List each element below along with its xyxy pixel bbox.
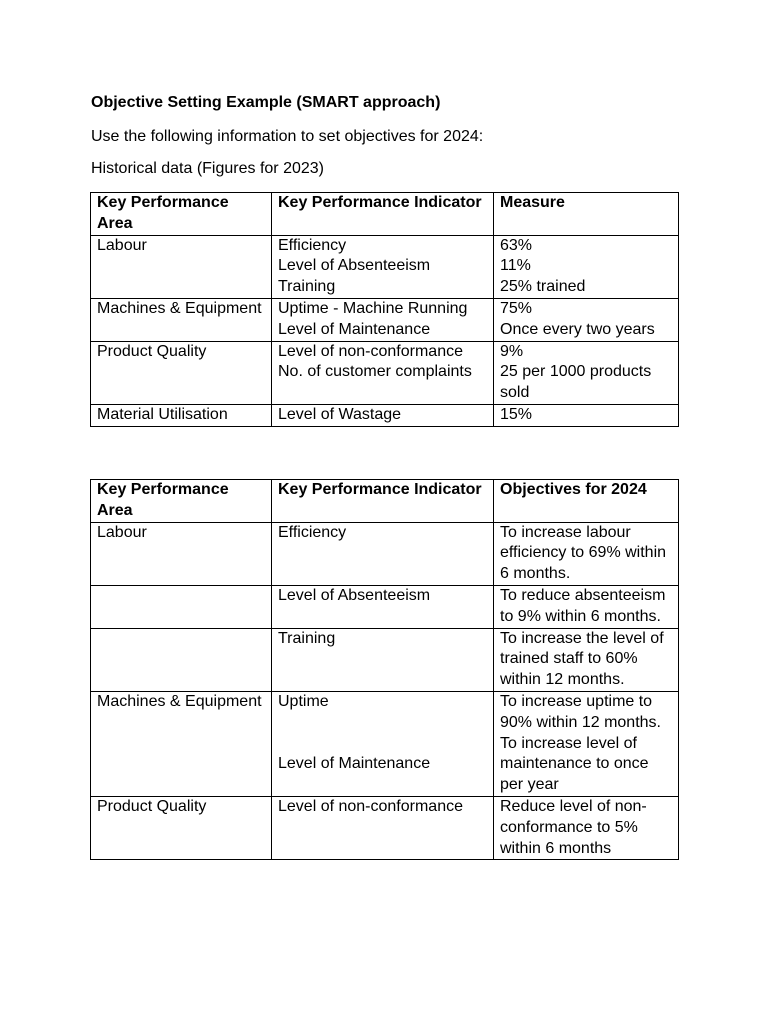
indicator-line: Level of Absenteeism	[278, 257, 431, 275]
table-row	[91, 796, 679, 859]
table-row	[91, 522, 679, 585]
area-cell: Product Quality	[91, 796, 272, 859]
indicator-cell: Training	[272, 628, 494, 691]
area-cell	[91, 585, 272, 628]
spacer-line	[278, 734, 487, 755]
measure-line: 63%	[500, 236, 533, 254]
table-row	[91, 404, 679, 426]
indicator-line: No. of customer complaints	[278, 363, 472, 381]
indicator-cell	[272, 691, 494, 796]
historical-data-table	[90, 192, 679, 427]
table-row	[91, 235, 679, 298]
column-header-indicator: Key Performance Indicator	[272, 480, 494, 523]
column-header-area: Key Performance Area	[91, 193, 272, 236]
area-cell	[91, 628, 272, 691]
column-header-measure: Measure	[494, 193, 679, 236]
area-cell: Product Quality	[91, 341, 272, 404]
column-header-indicator: Key Performance Indicator	[272, 193, 494, 236]
objective-cell: To increase the level of trained staff to 60% within 12 months.	[494, 628, 679, 691]
historical-caption: Historical data (Figures for 2023)	[91, 160, 324, 177]
measure-cell	[494, 404, 679, 426]
spacer-line	[278, 713, 487, 734]
objective-cell: To increase labour efficiency to 69% within 6 months.	[494, 522, 679, 585]
indicator-cell: Level of non-conformance	[272, 796, 494, 859]
indicator-line: Level of Maintenance	[278, 755, 431, 773]
measure-line: 75%	[500, 299, 533, 317]
table-row	[91, 628, 679, 691]
area-cell: Machines & Equipment	[91, 298, 272, 341]
measure-line: 25% trained	[500, 278, 586, 296]
indicator-line: Uptime - Machine Running	[278, 299, 468, 317]
indicator-line: Level of Wastage	[278, 405, 402, 423]
indicator-line: Uptime	[278, 692, 329, 710]
measure-cell	[494, 341, 679, 404]
indicator-cell: Efficiency	[272, 522, 494, 585]
measure-line: 11%	[500, 257, 531, 275]
indicator-cell	[272, 404, 494, 426]
area-cell: Machines & Equipment	[91, 691, 272, 796]
indicator-line: Efficiency	[278, 236, 347, 254]
objective-text: To increase uptime to 90% within 12 months.	[500, 692, 661, 731]
measure-line: Once every two years	[500, 320, 655, 338]
table-row	[91, 585, 679, 628]
measure-line: 15%	[500, 405, 533, 423]
measure-line: 9%	[500, 342, 524, 360]
indicator-line: Level of Maintenance	[278, 320, 431, 338]
table-row	[91, 298, 679, 341]
objective-cell: Reduce level of non-conformance to 5% within 6 months	[494, 796, 679, 859]
table-header-row	[91, 193, 679, 236]
table-row	[91, 691, 679, 796]
measure-cell	[494, 235, 679, 298]
area-cell: Labour	[91, 235, 272, 298]
column-header-objective: Objectives for 2024	[494, 480, 679, 523]
objective-text: To increase level of maintenance to once per year	[500, 734, 649, 794]
indicator-cell	[272, 298, 494, 341]
measure-cell	[494, 298, 679, 341]
column-header-area: Key Performance Area	[91, 480, 272, 523]
page-title: Objective Setting Example (SMART approach)	[91, 94, 441, 111]
indicator-line: Training	[278, 278, 336, 296]
area-cell: Labour	[91, 522, 272, 585]
indicator-cell	[272, 235, 494, 298]
table-row	[91, 341, 679, 404]
objective-cell	[494, 691, 679, 796]
objectives-table	[90, 479, 679, 860]
indicator-cell	[272, 341, 494, 404]
table-header-row	[91, 480, 679, 523]
indicator-cell: Level of Absenteeism	[272, 585, 494, 628]
indicator-line: Level of non-conformance	[278, 342, 463, 360]
objective-cell: To reduce absenteeism to 9% within 6 months.	[494, 585, 679, 628]
intro-text: Use the following information to set objectives for 2024:	[91, 128, 484, 145]
area-cell: Material Utilisation	[91, 404, 272, 426]
measure-line: 25 per 1000 products sold	[500, 363, 652, 402]
